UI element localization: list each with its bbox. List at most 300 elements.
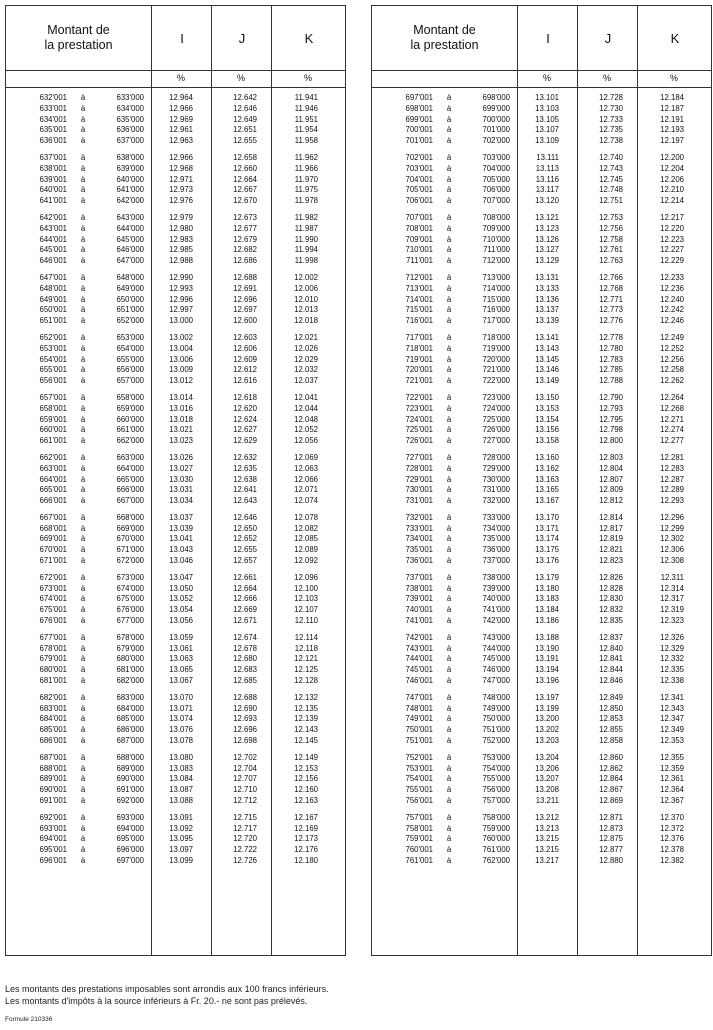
range-separator: à: [446, 785, 452, 795]
range-to: 709'000: [482, 223, 510, 233]
range-from: 666'001: [39, 496, 67, 506]
table-row: [372, 665, 711, 676]
range-separator: à: [446, 365, 452, 375]
table-row: [6, 654, 345, 665]
table-row: [6, 305, 345, 316]
rate-j: 12.664: [233, 583, 257, 593]
table-row: [6, 425, 345, 436]
range-separator: à: [80, 714, 86, 724]
rate-j: 12.748: [599, 185, 623, 195]
table-row: [6, 824, 345, 835]
range-separator: à: [446, 93, 452, 102]
rate-k: 12.018: [294, 316, 318, 326]
range-to: 678'000: [116, 632, 144, 642]
table-row: [6, 693, 345, 704]
range-from: 713'001: [405, 283, 433, 293]
rate-k: 12.085: [294, 534, 318, 544]
range-to: 692'000: [116, 796, 144, 806]
rate-i: 13.074: [169, 714, 193, 724]
rate-k: 12.100: [294, 583, 318, 593]
rate-i: 13.083: [169, 763, 193, 773]
rate-i: 13.043: [169, 545, 193, 555]
rate-k: 11.987: [294, 223, 318, 233]
rate-i: 13.047: [169, 572, 193, 582]
table-row: [372, 175, 711, 186]
range-to: 721'000: [482, 365, 510, 375]
range-to: 743'000: [482, 632, 510, 642]
rate-j: 12.646: [233, 512, 257, 522]
rate-j: 12.629: [233, 436, 257, 446]
rate-i: 13.120: [535, 196, 559, 206]
rate-i: 13.162: [535, 463, 559, 473]
range-to: 706'000: [482, 185, 510, 195]
rate-k: 12.128: [294, 676, 318, 686]
range-from: 655'001: [39, 365, 67, 375]
row-group: [372, 393, 711, 447]
rate-j: 12.655: [233, 136, 257, 146]
rate-k: 12.139: [294, 714, 318, 724]
rate-k: 12.210: [660, 185, 684, 195]
range-to: 700'000: [482, 114, 510, 124]
range-from: 675'001: [39, 605, 67, 615]
rate-i: 13.154: [535, 414, 559, 424]
rate-j: 12.657: [233, 556, 257, 566]
range-to: 713'000: [482, 272, 510, 282]
rate-k: 12.326: [660, 632, 684, 642]
range-from: 696'001: [39, 856, 67, 865]
range-to: 737'000: [482, 556, 510, 566]
range-separator: à: [446, 534, 452, 544]
table-row: [6, 584, 345, 595]
table-row: [372, 774, 711, 785]
range-separator: à: [446, 616, 452, 626]
rate-i: 13.056: [169, 616, 193, 626]
range-from: 651'001: [39, 316, 67, 326]
rate-j: 12.798: [599, 425, 623, 435]
range-separator: à: [80, 114, 86, 124]
range-to: 756'000: [482, 785, 510, 795]
table-row: [372, 224, 711, 235]
table-row: [372, 704, 711, 715]
rate-j: 12.846: [599, 676, 623, 686]
row-group: [372, 513, 711, 567]
range-from: 693'001: [39, 823, 67, 833]
rate-j: 12.627: [233, 425, 257, 435]
range-to: 747'000: [482, 676, 510, 686]
row-group: [372, 213, 711, 267]
range-to: 707'000: [482, 196, 510, 206]
table-row: [372, 453, 711, 464]
rate-k: 12.056: [294, 436, 318, 446]
range-separator: à: [446, 485, 452, 495]
rate-i: 13.123: [535, 223, 559, 233]
table-row: [372, 725, 711, 736]
range-from: 646'001: [39, 256, 67, 266]
rate-i: 13.030: [169, 474, 193, 484]
rate-k: 12.364: [660, 785, 684, 795]
rate-i: 13.121: [535, 212, 559, 222]
range-separator: à: [446, 125, 452, 135]
range-separator: à: [446, 632, 452, 642]
rate-i: 13.199: [535, 703, 559, 713]
rate-j: 12.804: [599, 463, 623, 473]
range-separator: à: [446, 643, 452, 653]
table-row: [6, 545, 345, 556]
rate-i: 12.996: [169, 294, 193, 304]
rate-k: 12.156: [294, 774, 318, 784]
rate-j: 12.632: [233, 452, 257, 462]
rate-j: 12.717: [233, 823, 257, 833]
rate-j: 12.600: [233, 316, 257, 326]
range-to: 693'000: [116, 812, 144, 822]
table-row: [372, 136, 711, 147]
rate-k: 12.145: [294, 736, 318, 746]
range-from: 712'001: [405, 272, 433, 282]
rate-k: 12.107: [294, 605, 318, 615]
rate-j: 12.652: [233, 534, 257, 544]
rate-j: 12.860: [599, 752, 623, 762]
rate-j: 12.674: [233, 632, 257, 642]
rate-k: 12.277: [660, 436, 684, 446]
range-from: 635'001: [39, 125, 67, 135]
rate-i: 13.076: [169, 725, 193, 735]
table-row: [6, 273, 345, 284]
range-from: 704'001: [405, 174, 433, 184]
range-separator: à: [80, 212, 86, 222]
rate-k: 12.118: [294, 643, 318, 653]
range-to: 744'000: [482, 643, 510, 653]
range-to: 701'000: [482, 125, 510, 135]
rate-i: 13.026: [169, 452, 193, 462]
range-separator: à: [80, 845, 86, 855]
rate-j: 12.768: [599, 283, 623, 293]
rate-j: 12.873: [599, 823, 623, 833]
rate-j: 12.785: [599, 365, 623, 375]
rate-j: 12.800: [599, 436, 623, 446]
rate-i: 13.101: [535, 93, 559, 102]
row-group: [6, 633, 345, 687]
range-from: 749'001: [405, 714, 433, 724]
range-to: 698'000: [482, 93, 510, 102]
rate-k: 12.236: [660, 283, 684, 293]
table-row: [372, 295, 711, 306]
rate-i: 13.191: [535, 654, 559, 664]
rate-j: 12.783: [599, 354, 623, 364]
range-separator: à: [80, 436, 86, 446]
row-group: [372, 813, 711, 867]
rate-k: 12.227: [660, 245, 684, 255]
range-to: 725'000: [482, 414, 510, 424]
range-separator: à: [80, 616, 86, 626]
table-row: [6, 513, 345, 524]
range-to: 728'000: [482, 452, 510, 462]
table-row: [6, 284, 345, 295]
rate-j: 12.697: [233, 305, 257, 315]
table-row: [6, 224, 345, 235]
rate-i: 13.039: [169, 523, 193, 533]
range-from: 741'001: [405, 616, 433, 626]
range-to: 651'000: [116, 305, 144, 315]
range-from: 736'001: [405, 556, 433, 566]
range-from: 756'001: [405, 796, 433, 806]
unit-k: %: [669, 73, 678, 83]
table-row: [6, 616, 345, 627]
rate-k: 12.089: [294, 545, 318, 555]
range-to: 729'000: [482, 463, 510, 473]
rate-k: 12.200: [660, 152, 684, 162]
rows-right: [372, 93, 711, 873]
range-to: 667'000: [116, 496, 144, 506]
range-to: 739'000: [482, 583, 510, 593]
table-row: [6, 485, 345, 496]
range-separator: à: [446, 845, 452, 855]
rate-k: 12.169: [294, 823, 318, 833]
range-from: 734'001: [405, 534, 433, 544]
rate-i: 12.969: [169, 114, 193, 124]
range-to: 760'000: [482, 834, 510, 844]
range-to: 657'000: [116, 376, 144, 386]
rate-k: 12.052: [294, 425, 318, 435]
range-from: 647'001: [39, 272, 67, 282]
rate-i: 12.971: [169, 174, 193, 184]
rate-i: 13.133: [535, 283, 559, 293]
rate-j: 12.745: [599, 174, 623, 184]
range-from: 710'001: [405, 245, 433, 255]
range-to: 675'000: [116, 594, 144, 604]
rate-i: 13.088: [169, 796, 193, 806]
range-separator: à: [80, 365, 86, 375]
range-separator: à: [446, 512, 452, 522]
rate-j: 12.790: [599, 392, 623, 402]
range-separator: à: [446, 692, 452, 702]
rate-i: 13.034: [169, 496, 193, 506]
row-group: [372, 693, 711, 747]
table-row: [372, 355, 711, 366]
rate-k: 12.372: [660, 823, 684, 833]
range-from: 680'001: [39, 665, 67, 675]
range-separator: à: [80, 523, 86, 533]
rate-k: 12.317: [660, 594, 684, 604]
table-row: [6, 436, 345, 447]
table-row: [6, 594, 345, 605]
rate-i: 12.966: [169, 103, 193, 113]
rate-i: 13.080: [169, 752, 193, 762]
rate-k: 12.121: [294, 654, 318, 664]
rate-k: 12.167: [294, 812, 318, 822]
range-separator: à: [80, 332, 86, 342]
range-to: 642'000: [116, 196, 144, 206]
rate-k: 12.302: [660, 534, 684, 544]
table-row: [6, 415, 345, 426]
rate-i: 13.211: [535, 796, 559, 806]
rate-k: 12.013: [294, 305, 318, 315]
rate-j: 12.803: [599, 452, 623, 462]
table-row: [6, 393, 345, 404]
table-row: [372, 333, 711, 344]
rate-k: 12.361: [660, 774, 684, 784]
range-to: 717'000: [482, 316, 510, 326]
unit-i: %: [176, 73, 185, 83]
range-to: 696'000: [116, 845, 144, 855]
range-to: 668'000: [116, 512, 144, 522]
range-to: 686'000: [116, 725, 144, 735]
range-separator: à: [80, 594, 86, 604]
rate-k: 12.173: [294, 834, 318, 844]
range-separator: à: [446, 665, 452, 675]
rate-k: 11.962: [294, 152, 318, 162]
rate-i: 13.156: [535, 425, 559, 435]
range-from: 748'001: [405, 703, 433, 713]
row-group: [372, 93, 711, 147]
range-to: 655'000: [116, 354, 144, 364]
range-from: 662'001: [39, 452, 67, 462]
footnote-minimum: Les montants d'impôts à la source inférieurs à Fr. 20.- ne sont pas prélevés.: [5, 996, 308, 1006]
table-row: [372, 693, 711, 704]
range-from: 658'001: [39, 403, 67, 413]
rate-i: 13.059: [169, 632, 193, 642]
rate-k: 12.264: [660, 392, 684, 402]
rate-k: 12.229: [660, 256, 684, 266]
rate-k: 12.048: [294, 414, 318, 424]
range-from: 732'001: [405, 512, 433, 522]
range-from: 671'001: [39, 556, 67, 566]
range-to: 658'000: [116, 392, 144, 402]
rate-j: 12.666: [233, 594, 257, 604]
range-to: 669'000: [116, 523, 144, 533]
range-from: 654'001: [39, 354, 67, 364]
rate-i: 13.176: [535, 556, 559, 566]
rate-k: 12.359: [660, 763, 684, 773]
range-from: 636'001: [39, 136, 67, 146]
rate-j: 12.850: [599, 703, 623, 713]
rate-j: 12.667: [233, 185, 257, 195]
rate-i: 13.217: [535, 856, 559, 865]
rate-k: 11.951: [294, 114, 318, 124]
range-from: 681'001: [39, 676, 67, 686]
range-to: 661'000: [116, 425, 144, 435]
rate-k: 12.021: [294, 332, 318, 342]
rate-i: 12.976: [169, 196, 193, 206]
rate-i: 13.050: [169, 583, 193, 593]
rate-j: 12.638: [233, 474, 257, 484]
range-from: 703'001: [405, 163, 433, 173]
rate-j: 12.780: [599, 343, 623, 353]
range-from: 659'001: [39, 414, 67, 424]
range-separator: à: [80, 272, 86, 282]
range-to: 662'000: [116, 436, 144, 446]
range-from: 638'001: [39, 163, 67, 173]
rate-j: 12.753: [599, 212, 623, 222]
range-separator: à: [80, 703, 86, 713]
range-to: 754'000: [482, 763, 510, 773]
rate-k: 12.160: [294, 785, 318, 795]
range-to: 745'000: [482, 654, 510, 664]
rate-k: 12.132: [294, 692, 318, 702]
range-from: 644'001: [39, 234, 67, 244]
range-to: 644'000: [116, 223, 144, 233]
table-row: [6, 665, 345, 676]
rate-j: 12.664: [233, 174, 257, 184]
rate-i: 13.037: [169, 512, 193, 522]
rate-k: 12.125: [294, 665, 318, 675]
table-row: [372, 545, 711, 556]
rate-j: 12.671: [233, 616, 257, 626]
range-to: 740'000: [482, 594, 510, 604]
rate-i: 13.061: [169, 643, 193, 653]
rate-k: 12.082: [294, 523, 318, 533]
range-to: 694'000: [116, 823, 144, 833]
table-row: [372, 213, 711, 224]
row-group: [6, 213, 345, 267]
range-to: 738'000: [482, 572, 510, 582]
range-to: 659'000: [116, 403, 144, 413]
rate-j: 12.776: [599, 316, 623, 326]
range-to: 758'000: [482, 812, 510, 822]
range-to: 634'000: [116, 103, 144, 113]
rate-k: 11.982: [294, 212, 318, 222]
range-separator: à: [446, 174, 452, 184]
range-from: 760'001: [405, 845, 433, 855]
range-to: 733'000: [482, 512, 510, 522]
rate-k: 12.191: [660, 114, 684, 124]
range-to: 680'000: [116, 654, 144, 664]
table-row: [372, 305, 711, 316]
table-left: [5, 5, 346, 956]
rate-j: 12.688: [233, 692, 257, 702]
table-row: [6, 736, 345, 747]
table-row: [6, 316, 345, 327]
rate-j: 12.814: [599, 512, 623, 522]
range-to: 695'000: [116, 834, 144, 844]
rate-i: 13.126: [535, 234, 559, 244]
range-separator: à: [446, 605, 452, 615]
range-separator: à: [80, 403, 86, 413]
rate-j: 12.679: [233, 234, 257, 244]
range-from: 642'001: [39, 212, 67, 222]
rate-j: 12.643: [233, 496, 257, 506]
range-separator: à: [80, 583, 86, 593]
rate-i: 13.027: [169, 463, 193, 473]
rate-k: 11.994: [294, 245, 318, 255]
range-separator: à: [446, 305, 452, 315]
table-row: [6, 175, 345, 186]
range-from: 672'001: [39, 572, 67, 582]
rate-j: 12.840: [599, 643, 623, 653]
table-right: [371, 5, 712, 956]
rate-i: 12.983: [169, 234, 193, 244]
rate-i: 12.980: [169, 223, 193, 233]
table-row: [6, 196, 345, 207]
range-to: 762'000: [482, 856, 510, 865]
table-row: [372, 425, 711, 436]
range-separator: à: [80, 763, 86, 773]
range-to: 715'000: [482, 294, 510, 304]
rate-j: 12.875: [599, 834, 623, 844]
rate-j: 12.738: [599, 136, 623, 146]
range-from: 678'001: [39, 643, 67, 653]
rate-j: 12.616: [233, 376, 257, 386]
rate-k: 12.314: [660, 583, 684, 593]
range-from: 685'001: [39, 725, 67, 735]
table-row: [372, 485, 711, 496]
rate-i: 13.116: [535, 174, 559, 184]
rate-j: 12.609: [233, 354, 257, 364]
rate-k: 12.206: [660, 174, 684, 184]
range-from: 650'001: [39, 305, 67, 315]
range-separator: à: [446, 136, 452, 146]
range-from: 632'001: [39, 93, 67, 102]
table-row: [372, 245, 711, 256]
